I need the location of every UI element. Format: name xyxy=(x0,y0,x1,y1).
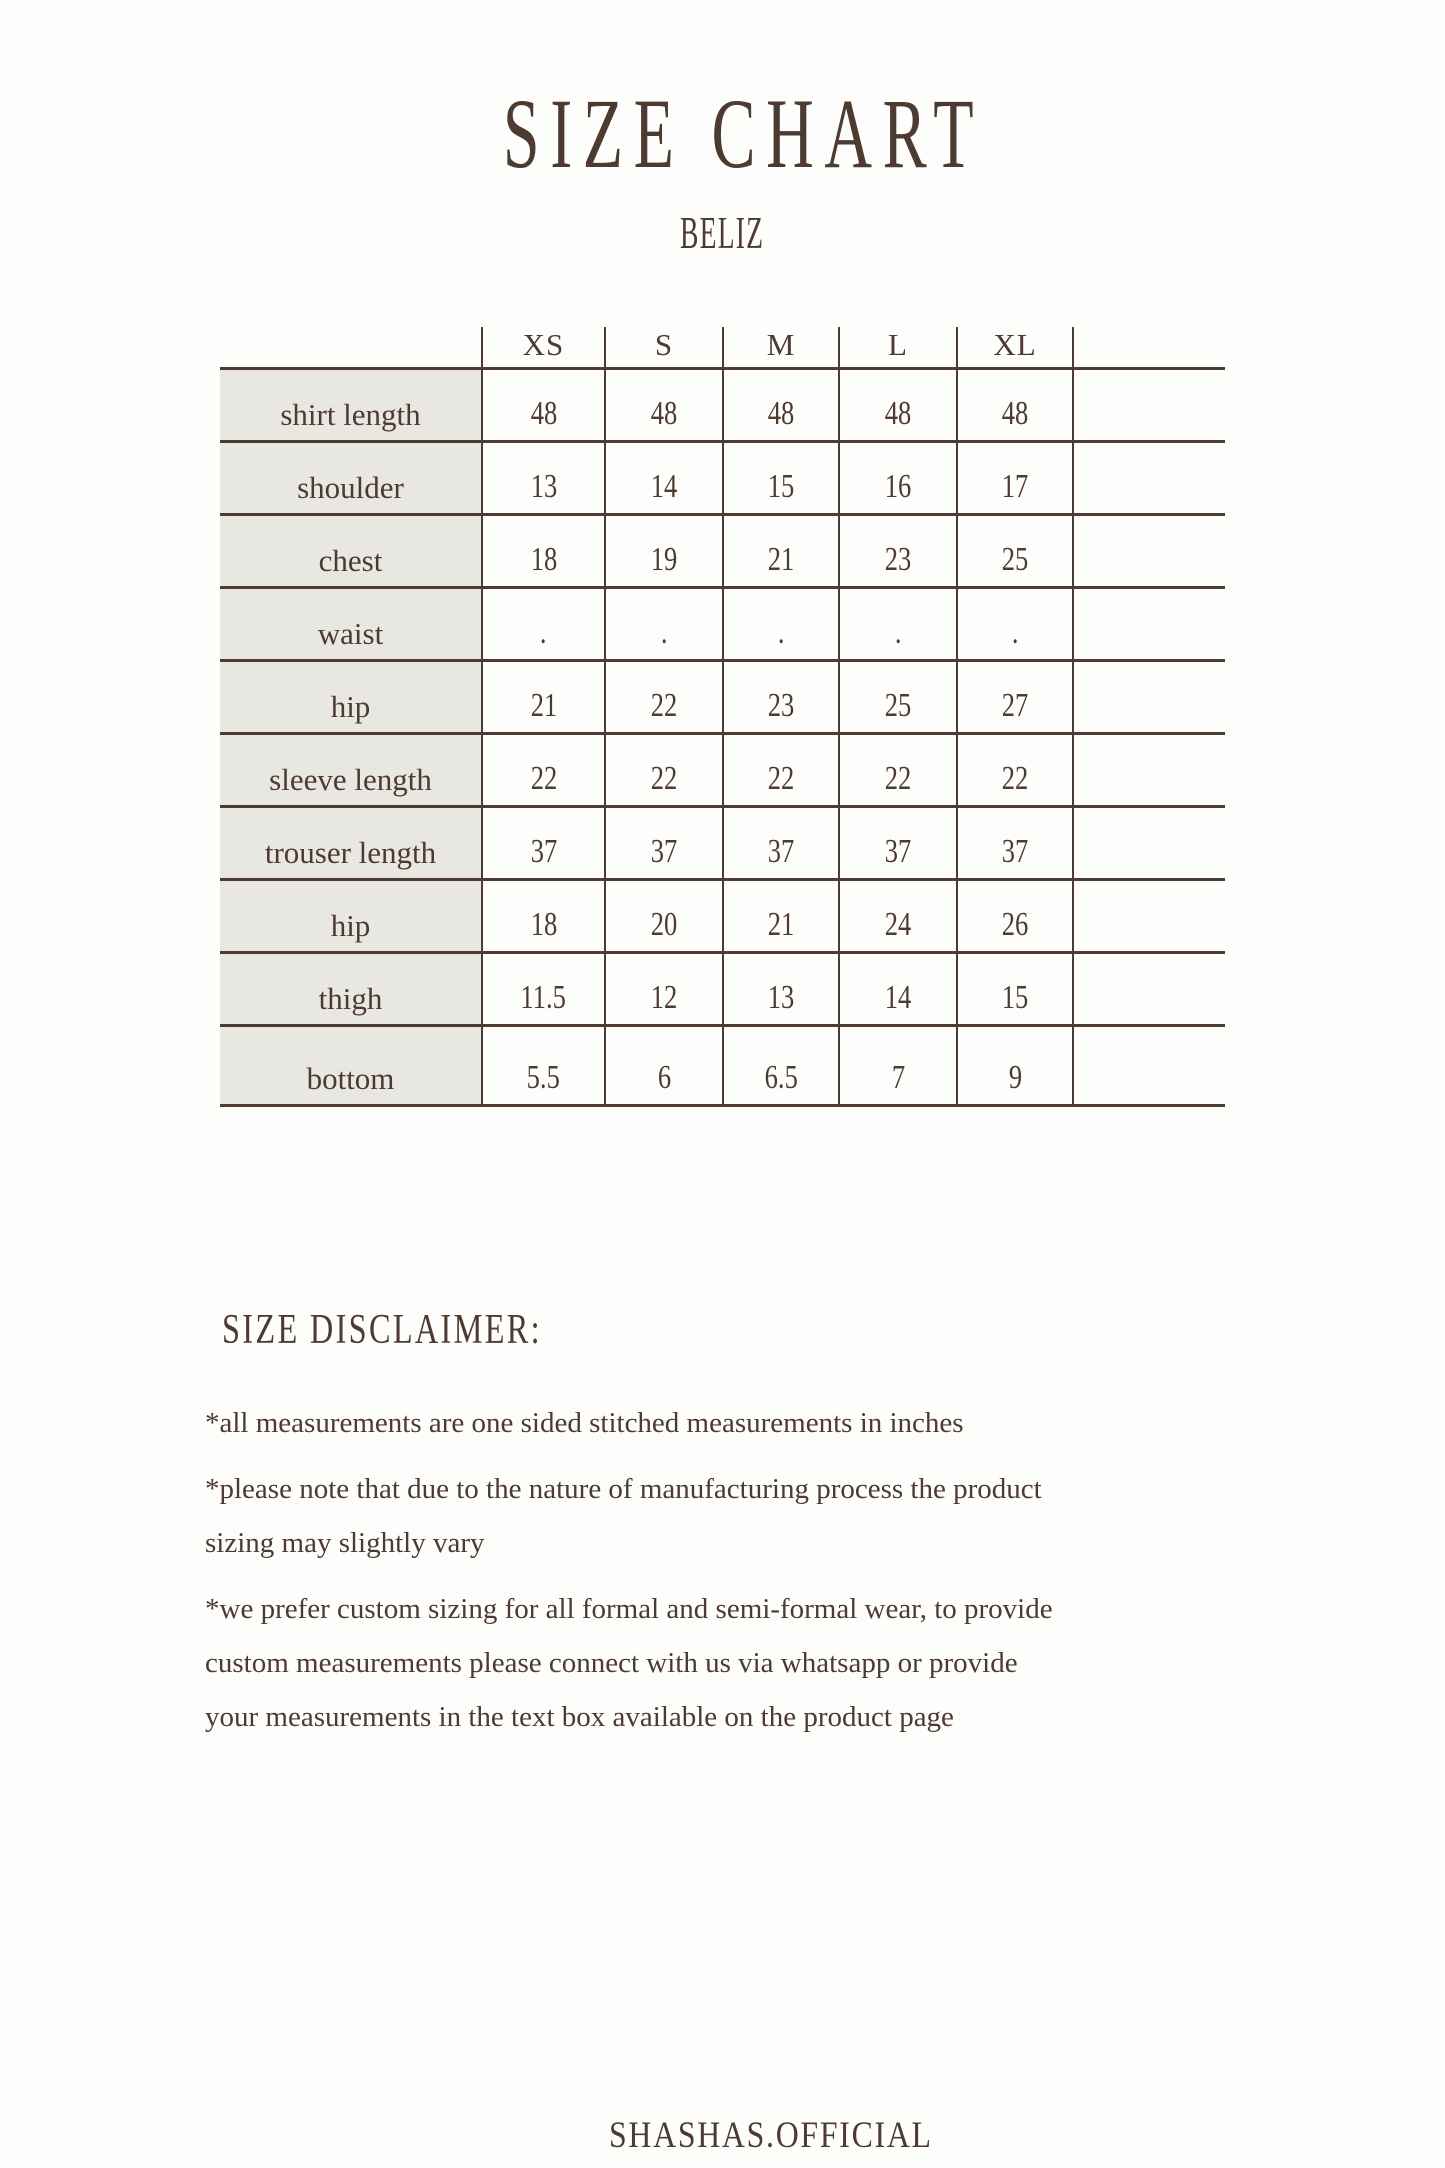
measurement-row xyxy=(220,807,1225,880)
measurement-label: thigh xyxy=(220,953,482,1026)
empty-cell xyxy=(1073,442,1225,515)
measurement-value xyxy=(482,442,605,515)
measurement-value-text: 22 xyxy=(1001,760,1029,797)
measurement-row xyxy=(220,442,1225,515)
measurement-value xyxy=(605,442,723,515)
measurement-value-text: 17 xyxy=(1001,468,1029,505)
measurement-value xyxy=(957,515,1073,588)
measurement-value-text: 48 xyxy=(530,395,557,432)
measurement-value xyxy=(723,880,839,953)
measurement-value-text: 19 xyxy=(650,541,678,578)
measurement-value-text: 7 xyxy=(891,1059,905,1096)
measurement-value xyxy=(839,734,957,807)
measurement-value xyxy=(482,880,605,953)
measurement-value xyxy=(839,588,957,661)
measurement-value-text: 5.5 xyxy=(526,1059,561,1096)
empty-cell xyxy=(1073,734,1225,807)
measurement-value xyxy=(723,369,839,442)
measurement-value-text: 16 xyxy=(884,468,912,505)
measurement-value xyxy=(957,953,1073,1026)
measurement-value xyxy=(957,880,1073,953)
measurement-value xyxy=(605,1026,723,1106)
measurement-value-text: 20 xyxy=(650,906,678,943)
size-header-xs: XS xyxy=(482,327,605,369)
measurement-value xyxy=(839,1026,957,1106)
measurement-value-text: 48 xyxy=(1001,395,1029,432)
measurement-value xyxy=(957,588,1073,661)
measurement-value-text: . xyxy=(894,614,902,651)
measurement-row xyxy=(220,515,1225,588)
measurement-value-text: 37 xyxy=(530,833,557,870)
measurement-value-text: 13 xyxy=(767,979,795,1016)
measurement-value-text: 23 xyxy=(767,687,795,724)
measurement-row xyxy=(220,1026,1225,1106)
measurement-value xyxy=(482,734,605,807)
measurement-value xyxy=(839,515,957,588)
measurement-value-text: 14 xyxy=(884,979,912,1016)
empty-cell xyxy=(1073,588,1225,661)
measurement-value xyxy=(605,734,723,807)
empty-cell xyxy=(1073,661,1225,734)
measurement-value-text: . xyxy=(660,614,668,651)
product-name-wrap xyxy=(0,207,1445,258)
measurement-label: waist xyxy=(220,588,482,661)
size-header-xl: XL xyxy=(957,327,1073,369)
measurement-value-text: 15 xyxy=(1001,979,1029,1016)
measurement-value xyxy=(605,515,723,588)
measurement-value-text: 21 xyxy=(767,541,795,578)
measurement-value xyxy=(605,661,723,734)
measurement-value xyxy=(957,807,1073,880)
measurement-value xyxy=(482,661,605,734)
measurement-row xyxy=(220,588,1225,661)
measurement-value-text: 14 xyxy=(650,468,678,505)
measurement-row xyxy=(220,953,1225,1026)
measurement-value-text: 22 xyxy=(884,760,912,797)
measurement-value-text: 26 xyxy=(1001,906,1029,943)
measurement-value xyxy=(839,369,957,442)
empty-cell xyxy=(1073,953,1225,1026)
measurement-value-text: 27 xyxy=(1001,687,1029,724)
size-header-row xyxy=(220,327,1225,369)
measurement-value xyxy=(482,1026,605,1106)
measurement-value xyxy=(723,515,839,588)
empty-cell xyxy=(1073,807,1225,880)
disclaimer-note: *we prefer custom sizing for all formal and semi-formal wear, to provide custom measurements please connect with us via whatsapp or provide your measurements in the text box available on the product page xyxy=(205,1593,1053,1734)
measurement-value-text: 48 xyxy=(884,395,912,432)
measurement-value-text: 12 xyxy=(650,979,678,1016)
brand-footer: SHASHAS.OFFICIAL xyxy=(609,2115,933,2156)
measurement-value-text: 37 xyxy=(650,833,678,870)
measurement-label: bottom xyxy=(220,1026,482,1106)
empty-cell xyxy=(1073,515,1225,588)
measurement-value-text: 37 xyxy=(884,833,912,870)
measurement-value-text: 48 xyxy=(767,395,795,432)
empty-cell xyxy=(1073,1026,1225,1106)
measurement-value xyxy=(482,588,605,661)
measurement-value xyxy=(839,807,957,880)
measurement-value xyxy=(957,369,1073,442)
measurement-value-text: 25 xyxy=(1001,541,1029,578)
page-title-wrap xyxy=(0,78,1445,189)
size-header-m: M xyxy=(723,327,839,369)
measurement-value xyxy=(605,880,723,953)
measurement-value xyxy=(723,734,839,807)
measurement-row xyxy=(220,880,1225,953)
measurement-value xyxy=(482,807,605,880)
measurement-value-text: 24 xyxy=(884,906,912,943)
measurement-row xyxy=(220,734,1225,807)
measurement-value xyxy=(957,1026,1073,1106)
measurement-value xyxy=(839,442,957,515)
measurement-value-text: 6 xyxy=(657,1059,671,1096)
measurement-label: sleeve length xyxy=(220,734,482,807)
measurement-label: hip xyxy=(220,880,482,953)
measurement-value-text: 37 xyxy=(1001,833,1029,870)
disclaimer-heading: SIZE DISCLAIMER: xyxy=(222,1307,542,1353)
corner-cell xyxy=(220,327,482,369)
measurement-value-text: 18 xyxy=(530,906,557,943)
disclaimer-notes xyxy=(205,1396,1305,1744)
measurement-label: shoulder xyxy=(220,442,482,515)
measurement-value-text: 22 xyxy=(650,687,678,724)
measurement-value-text: 6.5 xyxy=(764,1059,798,1096)
measurement-value-text: 22 xyxy=(650,760,678,797)
disclaimer-note: *please note that due to the nature of manufacturing process the product sizing may slightly vary xyxy=(205,1473,1042,1560)
size-header-s: S xyxy=(605,327,723,369)
measurement-value xyxy=(723,661,839,734)
measurement-value-text: . xyxy=(777,614,785,651)
measurement-value xyxy=(723,442,839,515)
measurement-label: chest xyxy=(220,515,482,588)
measurement-value-text: 11.5 xyxy=(520,979,567,1016)
measurement-value-text: 9 xyxy=(1008,1059,1022,1096)
empty-header-cell xyxy=(1073,327,1225,369)
measurement-value xyxy=(723,588,839,661)
measurement-value-text: 21 xyxy=(767,906,795,943)
measurement-value xyxy=(605,807,723,880)
measurement-value xyxy=(957,734,1073,807)
measurement-value-text: . xyxy=(540,614,547,651)
measurement-value xyxy=(605,953,723,1026)
product-name: BELIZ xyxy=(680,207,765,258)
page-title: SIZE CHART xyxy=(502,78,985,189)
empty-cell xyxy=(1073,880,1225,953)
measurement-row xyxy=(220,369,1225,442)
measurement-value xyxy=(605,588,723,661)
measurement-value xyxy=(482,515,605,588)
measurement-value xyxy=(605,369,723,442)
measurement-value-text: 21 xyxy=(530,687,557,724)
measurement-value-text: 22 xyxy=(767,760,795,797)
measurement-label: hip xyxy=(220,661,482,734)
measurement-value-text: 23 xyxy=(884,541,912,578)
measurement-value-text: . xyxy=(1011,614,1019,651)
measurement-value-text: 18 xyxy=(530,541,557,578)
measurement-value-text: 13 xyxy=(530,468,557,505)
empty-cell xyxy=(1073,369,1225,442)
measurement-value xyxy=(723,1026,839,1106)
measurement-value-text: 22 xyxy=(530,760,557,797)
measurement-value xyxy=(957,661,1073,734)
measurement-label: shirt length xyxy=(220,369,482,442)
measurement-value xyxy=(839,953,957,1026)
measurement-value xyxy=(723,807,839,880)
measurement-value xyxy=(839,661,957,734)
measurement-value xyxy=(957,442,1073,515)
measurement-value-text: 15 xyxy=(767,468,795,505)
measurement-value-text: 48 xyxy=(650,395,678,432)
size-chart-table xyxy=(220,327,1225,1107)
measurement-value xyxy=(723,953,839,1026)
size-disclaimer-section xyxy=(205,1308,1305,1756)
measurement-row xyxy=(220,661,1225,734)
measurement-label: trouser length xyxy=(220,807,482,880)
measurement-value-text: 25 xyxy=(884,687,912,724)
measurement-value xyxy=(839,880,957,953)
size-header-l: L xyxy=(839,327,957,369)
measurement-value xyxy=(482,953,605,1026)
measurement-value-text: 37 xyxy=(767,833,795,870)
disclaimer-note: *all measurements are one sided stitched measurements in inches xyxy=(205,1407,964,1440)
measurement-value xyxy=(482,369,605,442)
